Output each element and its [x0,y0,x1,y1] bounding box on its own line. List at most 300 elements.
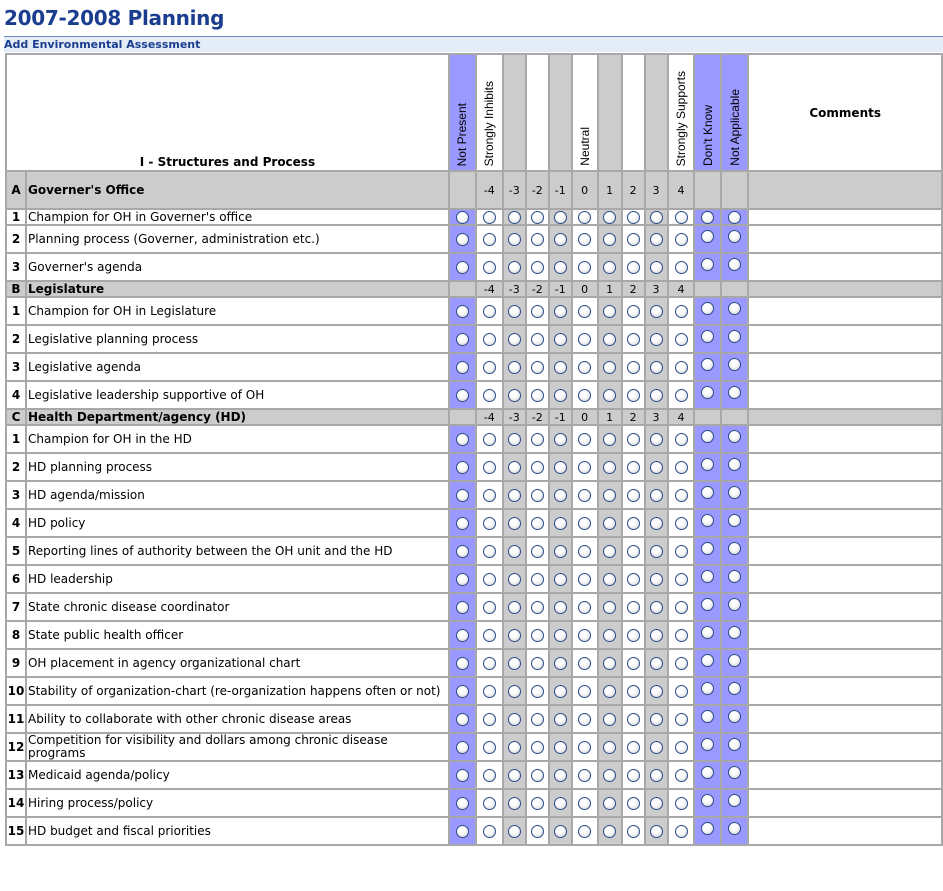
radio-score--1[interactable] [554,305,567,318]
radio-not-applicable[interactable] [728,486,741,499]
radio-not-present[interactable] [456,601,469,614]
radio-score-1[interactable] [603,305,616,318]
radio-score-3[interactable] [650,601,663,614]
radio-don-t-know[interactable] [701,358,714,371]
radio-cell [503,733,526,761]
comments-cell[interactable] [748,789,942,817]
radio-neutral[interactable] [578,389,591,402]
radio-score--2[interactable] [531,741,544,754]
radio-strongly-inhibits[interactable] [483,489,496,502]
radio-score-1[interactable] [603,461,616,474]
radio-not-present[interactable] [456,573,469,586]
comments-cell[interactable] [748,481,942,509]
radio-neutral[interactable] [578,629,591,642]
radio-score--1[interactable] [554,433,567,446]
comments-cell[interactable] [748,649,942,677]
radio-strongly-inhibits[interactable] [483,601,496,614]
comments-cell[interactable] [748,325,942,353]
radio-strongly-inhibits[interactable] [483,629,496,642]
radio-score--1[interactable] [554,517,567,530]
radio-score-1[interactable] [603,489,616,502]
radio-score-1[interactable] [603,741,616,754]
radio-score-1[interactable] [603,825,616,838]
radio-score-1[interactable] [603,797,616,810]
radio-not-applicable[interactable] [728,682,741,695]
comments-cell[interactable] [748,817,942,845]
radio-score-2[interactable] [627,333,640,346]
radio-not-applicable[interactable] [728,766,741,779]
radio-neutral[interactable] [578,797,591,810]
radio-strongly-inhibits[interactable] [483,389,496,402]
radio-score-1[interactable] [603,211,616,224]
radio-score--1[interactable] [554,825,567,838]
radio-not-applicable[interactable] [728,230,741,243]
radio-score-1[interactable] [603,261,616,274]
radio-strongly-supports[interactable] [675,433,688,446]
radio-strongly-supports[interactable] [675,389,688,402]
radio-don-t-know[interactable] [701,654,714,667]
radio-score--3[interactable] [508,825,521,838]
radio-score-2[interactable] [627,685,640,698]
radio-don-t-know[interactable] [701,302,714,315]
comments-cell[interactable] [748,621,942,649]
radio-not-applicable[interactable] [728,710,741,723]
radio-score-3[interactable] [650,657,663,670]
radio-score-3[interactable] [650,461,663,474]
radio-score-3[interactable] [650,305,663,318]
radio-score--2[interactable] [531,825,544,838]
comments-cell[interactable] [748,253,942,281]
radio-score-3[interactable] [650,389,663,402]
radio-not-applicable[interactable] [728,258,741,271]
radio-strongly-supports[interactable] [675,489,688,502]
comments-cell[interactable] [748,209,942,225]
radio-score--2[interactable] [531,211,544,224]
radio-not-present[interactable] [456,489,469,502]
radio-score--3[interactable] [508,657,521,670]
radio-score-2[interactable] [627,797,640,810]
radio-score-3[interactable] [650,629,663,642]
radio-score-1[interactable] [603,713,616,726]
radio-score-3[interactable] [650,713,663,726]
radio-score-1[interactable] [603,769,616,782]
radio-score-1[interactable] [603,601,616,614]
radio-strongly-inhibits[interactable] [483,769,496,782]
radio-neutral[interactable] [578,261,591,274]
radio-score-3[interactable] [650,261,663,274]
radio-score-3[interactable] [650,333,663,346]
radio-score-3[interactable] [650,825,663,838]
radio-score--2[interactable] [531,573,544,586]
radio-not-present[interactable] [456,361,469,374]
radio-not-present[interactable] [456,769,469,782]
radio-score--2[interactable] [531,545,544,558]
radio-score--1[interactable] [554,685,567,698]
radio-score-3[interactable] [650,517,663,530]
radio-score--1[interactable] [554,629,567,642]
radio-cell [598,481,622,509]
radio-score-1[interactable] [603,657,616,670]
radio-not-present[interactable] [456,685,469,698]
radio-don-t-know[interactable] [701,710,714,723]
radio-neutral[interactable] [578,545,591,558]
radio-score--2[interactable] [531,261,544,274]
comments-cell[interactable] [748,565,942,593]
radio-don-t-know[interactable] [701,211,714,224]
item-number: 9 [6,649,26,677]
radio-don-t-know[interactable] [701,766,714,779]
radio-score--3[interactable] [508,741,521,754]
group-name: Governer's Office [26,171,449,209]
radio-score-1[interactable] [603,389,616,402]
radio-neutral[interactable] [578,685,591,698]
score-label [694,409,721,425]
radio-score--1[interactable] [554,657,567,670]
radio-strongly-supports[interactable] [675,741,688,754]
radio-don-t-know[interactable] [701,570,714,583]
radio-score--3[interactable] [508,685,521,698]
radio-score-3[interactable] [650,769,663,782]
radio-score--2[interactable] [531,361,544,374]
radio-score-2[interactable] [627,713,640,726]
radio-neutral[interactable] [578,573,591,586]
radio-strongly-inhibits[interactable] [483,433,496,446]
radio-not-present[interactable] [456,713,469,726]
radio-score-2[interactable] [627,545,640,558]
radio-not-present[interactable] [456,825,469,838]
radio-score--3[interactable] [508,629,521,642]
radio-score-3[interactable] [650,433,663,446]
radio-score--2[interactable] [531,517,544,530]
radio-score--3[interactable] [508,573,521,586]
radio-don-t-know[interactable] [701,486,714,499]
radio-not-applicable[interactable] [728,358,741,371]
radio-cell [721,649,748,677]
radio-score--3[interactable] [508,361,521,374]
radio-score-1[interactable] [603,685,616,698]
radio-score-2[interactable] [627,517,640,530]
radio-score-3[interactable] [650,545,663,558]
radio-score--2[interactable] [531,433,544,446]
radio-not-present[interactable] [456,233,469,246]
radio-don-t-know[interactable] [701,386,714,399]
radio-neutral[interactable] [578,741,591,754]
radio-strongly-inhibits[interactable] [483,685,496,698]
radio-score--3[interactable] [508,769,521,782]
radio-strongly-inhibits[interactable] [483,713,496,726]
radio-not-present[interactable] [456,211,469,224]
radio-not-present[interactable] [456,657,469,670]
radio-neutral[interactable] [578,769,591,782]
radio-don-t-know[interactable] [701,626,714,639]
radio-strongly-supports[interactable] [675,797,688,810]
score-label: -3 [503,409,526,425]
radio-not-applicable[interactable] [728,738,741,751]
radio-score--3[interactable] [508,517,521,530]
score-label: -1 [549,171,572,209]
radio-score-2[interactable] [627,489,640,502]
radio-score--1[interactable] [554,211,567,224]
radio-score--1[interactable] [554,573,567,586]
radio-not-present[interactable] [456,461,469,474]
radio-score--1[interactable] [554,769,567,782]
comments-cell[interactable] [748,381,942,409]
radio-not-applicable[interactable] [728,330,741,343]
radio-strongly-supports[interactable] [675,361,688,374]
comments-cell[interactable] [748,353,942,381]
radio-not-present[interactable] [456,545,469,558]
radio-cell [476,677,503,705]
radio-score--3[interactable] [508,797,521,810]
radio-score--1[interactable] [554,233,567,246]
radio-strongly-inhibits[interactable] [483,825,496,838]
radio-strongly-inhibits[interactable] [483,233,496,246]
radio-score--3[interactable] [508,233,521,246]
radio-don-t-know[interactable] [701,330,714,343]
radio-neutral[interactable] [578,333,591,346]
radio-score--2[interactable] [531,305,544,318]
radio-score-2[interactable] [627,211,640,224]
radio-score--2[interactable] [531,657,544,670]
radio-not-present[interactable] [456,517,469,530]
radio-strongly-supports[interactable] [675,657,688,670]
radio-don-t-know[interactable] [701,598,714,611]
radio-score-1[interactable] [603,333,616,346]
radio-score--3[interactable] [508,713,521,726]
radio-score-3[interactable] [650,741,663,754]
radio-score--1[interactable] [554,741,567,754]
radio-score-2[interactable] [627,433,640,446]
radio-score-3[interactable] [650,233,663,246]
radio-score-2[interactable] [627,741,640,754]
radio-don-t-know[interactable] [701,430,714,443]
radio-score--3[interactable] [508,601,521,614]
radio-strongly-supports[interactable] [675,211,688,224]
radio-strongly-inhibits[interactable] [483,305,496,318]
radio-strongly-supports[interactable] [675,261,688,274]
radio-score-2[interactable] [627,389,640,402]
radio-neutral[interactable] [578,825,591,838]
radio-strongly-supports[interactable] [675,461,688,474]
radio-not-present[interactable] [456,389,469,402]
radio-score--2[interactable] [531,713,544,726]
radio-don-t-know[interactable] [701,458,714,471]
radio-score--3[interactable] [508,333,521,346]
radio-not-applicable[interactable] [728,514,741,527]
radio-neutral[interactable] [578,713,591,726]
item-row [6,353,942,381]
radio-score-2[interactable] [627,361,640,374]
radio-score--3[interactable] [508,261,521,274]
radio-score--1[interactable] [554,489,567,502]
radio-score-1[interactable] [603,361,616,374]
radio-strongly-inhibits[interactable] [483,461,496,474]
radio-score-1[interactable] [603,545,616,558]
radio-score--1[interactable] [554,361,567,374]
radio-score--2[interactable] [531,601,544,614]
radio-score--1[interactable] [554,389,567,402]
radio-score--2[interactable] [531,489,544,502]
radio-score--2[interactable] [531,389,544,402]
comments-cell[interactable] [748,593,942,621]
radio-don-t-know[interactable] [701,822,714,835]
radio-neutral[interactable] [578,305,591,318]
radio-neutral[interactable] [578,657,591,670]
radio-strongly-supports[interactable] [675,825,688,838]
radio-score--3[interactable] [508,433,521,446]
radio-cell [694,353,721,381]
radio-score-2[interactable] [627,573,640,586]
radio-strongly-supports[interactable] [675,769,688,782]
radio-not-present[interactable] [456,629,469,642]
radio-score--1[interactable] [554,797,567,810]
radio-score--3[interactable] [508,389,521,402]
radio-strongly-supports[interactable] [675,233,688,246]
comments-cell[interactable] [748,761,942,789]
radio-score--3[interactable] [508,545,521,558]
radio-score--2[interactable] [531,233,544,246]
comments-cell[interactable] [748,509,942,537]
radio-not-applicable[interactable] [728,794,741,807]
radio-score--2[interactable] [531,333,544,346]
radio-score-2[interactable] [627,601,640,614]
radio-not-applicable[interactable] [728,211,741,224]
comments-cell[interactable] [748,705,942,733]
radio-neutral[interactable] [578,433,591,446]
radio-don-t-know[interactable] [701,230,714,243]
radio-strongly-supports[interactable] [675,713,688,726]
radio-not-applicable[interactable] [728,822,741,835]
radio-score-3[interactable] [650,797,663,810]
radio-neutral[interactable] [578,461,591,474]
radio-don-t-know[interactable] [701,258,714,271]
radio-strongly-supports[interactable] [675,333,688,346]
radio-neutral[interactable] [578,517,591,530]
radio-not-applicable[interactable] [728,430,741,443]
radio-strongly-supports[interactable] [675,629,688,642]
radio-strongly-inhibits[interactable] [483,741,496,754]
radio-score--2[interactable] [531,797,544,810]
radio-score-1[interactable] [603,573,616,586]
radio-strongly-supports[interactable] [675,517,688,530]
comments-cell[interactable] [748,225,942,253]
radio-don-t-know[interactable] [701,514,714,527]
radio-score--1[interactable] [554,713,567,726]
radio-don-t-know[interactable] [701,738,714,751]
radio-strongly-supports[interactable] [675,685,688,698]
radio-don-t-know[interactable] [701,542,714,555]
radio-strongly-supports[interactable] [675,573,688,586]
radio-score-2[interactable] [627,769,640,782]
radio-not-applicable[interactable] [728,654,741,667]
radio-not-present[interactable] [456,433,469,446]
radio-not-applicable[interactable] [728,386,741,399]
comments-cell[interactable] [748,537,942,565]
radio-score-1[interactable] [603,517,616,530]
radio-score--3[interactable] [508,461,521,474]
radio-strongly-supports[interactable] [675,545,688,558]
radio-neutral[interactable] [578,211,591,224]
radio-cell [549,537,572,565]
radio-score-2[interactable] [627,657,640,670]
radio-strongly-inhibits[interactable] [483,361,496,374]
radio-strongly-inhibits[interactable] [483,573,496,586]
radio-score-2[interactable] [627,629,640,642]
radio-score-2[interactable] [627,233,640,246]
comments-cell[interactable] [748,425,942,453]
comments-cell[interactable] [748,453,942,481]
radio-strongly-inhibits[interactable] [483,657,496,670]
radio-score--3[interactable] [508,305,521,318]
radio-score--2[interactable] [531,769,544,782]
radio-score-2[interactable] [627,305,640,318]
comments-cell[interactable] [748,677,942,705]
comments-cell[interactable] [748,733,942,761]
radio-score-3[interactable] [650,685,663,698]
radio-strongly-inhibits[interactable] [483,797,496,810]
radio-neutral[interactable] [578,233,591,246]
radio-not-present[interactable] [456,741,469,754]
radio-neutral[interactable] [578,361,591,374]
radio-score--1[interactable] [554,333,567,346]
radio-score-1[interactable] [603,433,616,446]
radio-score--2[interactable] [531,629,544,642]
radio-not-present[interactable] [456,261,469,274]
radio-score-3[interactable] [650,361,663,374]
radio-not-applicable[interactable] [728,570,741,583]
radio-not-applicable[interactable] [728,302,741,315]
radio-strongly-inhibits[interactable] [483,261,496,274]
radio-score--1[interactable] [554,261,567,274]
radio-neutral[interactable] [578,601,591,614]
radio-strongly-inhibits[interactable] [483,545,496,558]
radio-not-applicable[interactable] [728,542,741,555]
radio-score-2[interactable] [627,825,640,838]
radio-score-1[interactable] [603,233,616,246]
radio-not-present[interactable] [456,305,469,318]
radio-not-present[interactable] [456,333,469,346]
item-number: 10 [6,677,26,705]
radio-don-t-know[interactable] [701,682,714,695]
radio-score-3[interactable] [650,211,663,224]
radio-not-applicable[interactable] [728,598,741,611]
radio-score-3[interactable] [650,573,663,586]
radio-score--3[interactable] [508,211,521,224]
radio-score--3[interactable] [508,489,521,502]
radio-strongly-inhibits[interactable] [483,211,496,224]
radio-strongly-inhibits[interactable] [483,333,496,346]
radio-not-present[interactable] [456,797,469,810]
radio-strongly-inhibits[interactable] [483,517,496,530]
radio-score--1[interactable] [554,545,567,558]
radio-score--2[interactable] [531,685,544,698]
radio-score-3[interactable] [650,489,663,502]
radio-don-t-know[interactable] [701,794,714,807]
radio-strongly-supports[interactable] [675,601,688,614]
radio-score--1[interactable] [554,601,567,614]
radio-strongly-supports[interactable] [675,305,688,318]
radio-score-2[interactable] [627,461,640,474]
radio-score-2[interactable] [627,261,640,274]
radio-score--2[interactable] [531,461,544,474]
comments-cell[interactable] [748,297,942,325]
radio-not-applicable[interactable] [728,458,741,471]
group-name: Health Department/agency (HD) [26,409,449,425]
radio-score-1[interactable] [603,629,616,642]
radio-neutral[interactable] [578,489,591,502]
radio-score--1[interactable] [554,461,567,474]
radio-not-applicable[interactable] [728,626,741,639]
